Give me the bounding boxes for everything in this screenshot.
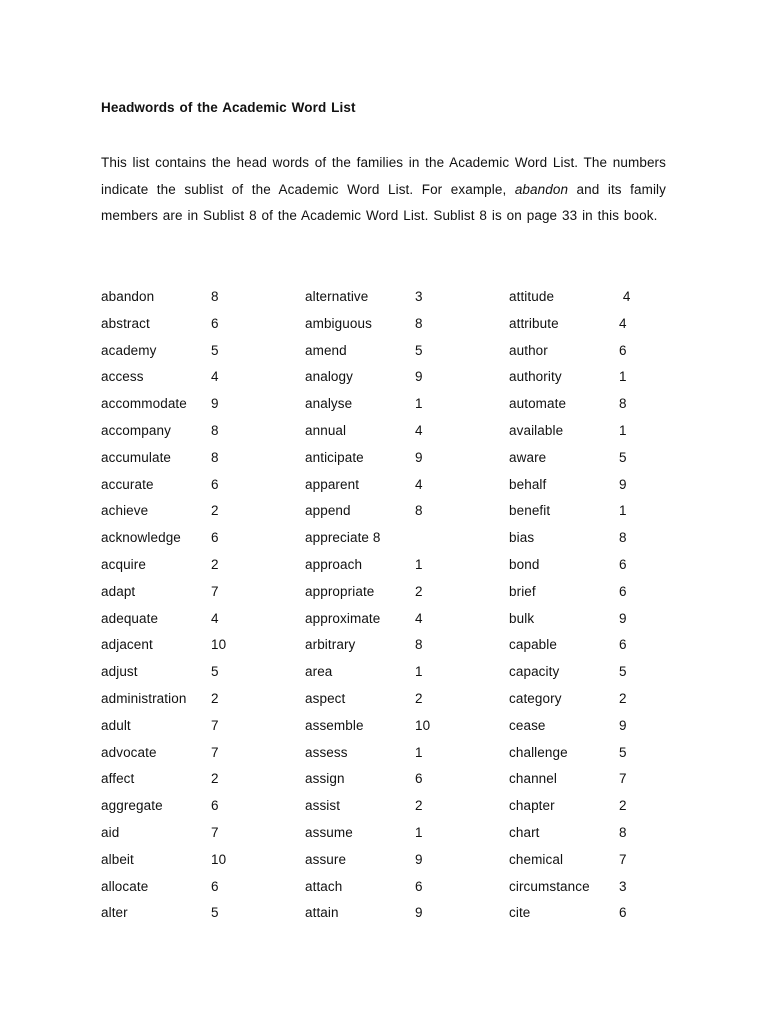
word-list-row [101, 498, 301, 525]
headword: alter [101, 905, 128, 921]
headword: capable [509, 637, 557, 653]
intro-text-end: and its family members are in Sublist 8 of the Academic Word List. Sublist 8 is on page 33 in this book. [101, 181, 666, 223]
sublist-number: 5 [415, 342, 423, 358]
headword: advocate [101, 744, 157, 760]
word-list-row [305, 338, 505, 365]
headword: arbitrary [305, 637, 356, 653]
sublist-number: 2 [415, 690, 423, 706]
headword: appreciate 8 [305, 530, 381, 546]
headword: anticipate [305, 449, 364, 465]
sublist-number: 1 [415, 664, 423, 680]
word-list-row [101, 418, 301, 445]
word-list-row [101, 579, 301, 606]
sublist-number: 6 [211, 315, 219, 331]
sublist-number: 2 [415, 798, 423, 814]
sublist-number: 6 [415, 771, 423, 787]
sublist-number: 1 [619, 422, 627, 438]
sublist-number: 8 [211, 289, 219, 304]
headword: adult [101, 717, 131, 733]
word-list-row [101, 740, 301, 767]
word-list-row [305, 472, 505, 499]
word-list-row [509, 311, 709, 338]
sublist-number: 6 [619, 583, 627, 599]
word-list-row [101, 632, 301, 659]
headword: adapt [101, 583, 136, 599]
headword: alternative [305, 289, 369, 304]
word-list-row [509, 659, 709, 686]
sublist-number: 6 [211, 476, 219, 492]
headword: area [305, 664, 333, 680]
headword: attach [305, 878, 343, 894]
headword: amend [305, 342, 347, 358]
word-list-row [509, 686, 709, 713]
sublist-number: 3 [619, 878, 627, 894]
word-list-row [305, 900, 505, 927]
headword: attain [305, 905, 339, 921]
word-list-row [101, 472, 301, 499]
headword: bias [509, 530, 535, 546]
headword: cease [509, 717, 546, 733]
word-list-row [509, 579, 709, 606]
sublist-number: 5 [211, 905, 219, 921]
sublist-number: 10 [415, 717, 431, 733]
headword: attitude [509, 289, 555, 304]
sublist-number: 8 [415, 637, 423, 653]
headword: annual [305, 422, 347, 438]
headword: abandon [101, 289, 155, 304]
word-list-row [101, 793, 301, 820]
headword: academy [101, 342, 157, 358]
sublist-number: 9 [415, 449, 423, 465]
sublist-number: 2 [211, 503, 219, 519]
headword: analyse [305, 396, 353, 412]
headword: category [509, 690, 562, 706]
headword: administration [101, 690, 187, 706]
word-list-row [305, 793, 505, 820]
word-list-row [101, 552, 301, 579]
word-list-row [101, 391, 301, 418]
word-list-row [305, 418, 505, 445]
sublist-number: 1 [415, 396, 423, 412]
headword: approximate [305, 610, 381, 626]
sublist-number: 9 [619, 476, 627, 492]
sublist-number: 6 [415, 878, 423, 894]
sublist-number: 1 [415, 824, 423, 840]
word-list-row [305, 552, 505, 579]
word-list-row [509, 632, 709, 659]
word-list-row [509, 900, 709, 927]
sublist-number: 6 [619, 556, 627, 572]
sublist-number: 9 [415, 369, 423, 385]
headword: bond [509, 556, 540, 572]
sublist-number: 7 [211, 824, 219, 840]
headword: circumstance [509, 878, 590, 894]
word-list-row [509, 713, 709, 740]
sublist-number: 4 [211, 610, 219, 626]
sublist-number: 5 [211, 664, 219, 680]
word-list-row [101, 766, 301, 793]
word-list-row [305, 606, 505, 633]
sublist-number: 7 [211, 744, 219, 760]
word-list-row [509, 552, 709, 579]
word-list-row [509, 338, 709, 365]
word-list-row [101, 874, 301, 901]
headword: brief [509, 583, 536, 599]
sublist-number: 1 [415, 556, 423, 572]
headword: chemical [509, 851, 564, 867]
sublist-number: 1 [619, 503, 627, 519]
word-column-1 [101, 284, 301, 927]
word-list-row [101, 847, 301, 874]
word-list-row [305, 579, 505, 606]
word-list-row [509, 391, 709, 418]
headword: authority [509, 369, 562, 385]
headword: appropriate [305, 583, 375, 599]
headword: achieve [101, 503, 149, 519]
sublist-number: 9 [619, 717, 627, 733]
headword: abstract [101, 315, 150, 331]
word-list-row [509, 793, 709, 820]
headword: channel [509, 771, 557, 787]
headword: author [509, 342, 548, 358]
word-list-row [509, 740, 709, 767]
sublist-number: 6 [211, 530, 219, 546]
sublist-number: 6 [211, 798, 219, 814]
word-list-row [509, 766, 709, 793]
word-list-row [305, 874, 505, 901]
word-list-row [305, 766, 505, 793]
headword: adjacent [101, 637, 153, 653]
sublist-number: 4 [415, 422, 423, 438]
word-list-row [101, 338, 301, 365]
headword: accompany [101, 422, 171, 438]
headword: bulk [509, 610, 535, 626]
sublist-number: 6 [211, 878, 219, 894]
headword: adequate [101, 610, 159, 626]
sublist-number: 8 [211, 422, 219, 438]
word-list-row [305, 284, 505, 311]
word-list-row [101, 659, 301, 686]
word-list-row [509, 284, 709, 311]
sublist-number: 4 [619, 289, 631, 304]
sublist-number: 10 [211, 637, 227, 653]
headword: affect [101, 771, 135, 787]
word-list-row [101, 445, 301, 472]
headword: automate [509, 396, 567, 412]
word-list-row [305, 847, 505, 874]
headword: attribute [509, 315, 559, 331]
headword: assemble [305, 717, 364, 733]
word-list-row [101, 364, 301, 391]
sublist-number: 2 [211, 690, 219, 706]
headword: analogy [305, 369, 353, 385]
headword: ambiguous [305, 315, 372, 331]
word-list-row [305, 686, 505, 713]
headword: aware [509, 449, 547, 465]
headword: apparent [305, 476, 360, 492]
headword: behalf [509, 476, 547, 492]
sublist-number: 5 [619, 664, 627, 680]
headword: access [101, 369, 144, 385]
word-list-row [509, 525, 709, 552]
word-list-row [305, 713, 505, 740]
headword: accommodate [101, 396, 187, 412]
word-list-row [305, 364, 505, 391]
word-list-row [101, 606, 301, 633]
sublist-number: 2 [619, 798, 627, 814]
sublist-number: 7 [619, 851, 627, 867]
intro-text-start: This list contains the head words of the families in the Academic Word List. The numbers indicate the sublist of the Academic Word List. For example, [101, 155, 666, 197]
word-list-row [509, 874, 709, 901]
word-column-2 [305, 284, 505, 927]
word-list-row [101, 686, 301, 713]
headword: assume [305, 824, 353, 840]
word-list-row [509, 472, 709, 499]
sublist-number: 6 [619, 342, 627, 358]
sublist-number: 5 [619, 449, 627, 465]
sublist-number: 2 [211, 556, 219, 572]
sublist-number: 1 [619, 369, 627, 385]
word-list-row [305, 391, 505, 418]
sublist-number: 4 [415, 610, 423, 626]
headword: allocate [101, 878, 149, 894]
word-list-row [305, 740, 505, 767]
sublist-number: 5 [211, 342, 219, 358]
sublist-number: 4 [619, 315, 627, 331]
word-list-row [101, 900, 301, 927]
sublist-number: 7 [211, 583, 219, 599]
word-list-row [305, 445, 505, 472]
headword: aid [101, 824, 120, 840]
sublist-number: 8 [619, 530, 627, 546]
headword: capacity [509, 664, 560, 680]
headword: assess [305, 744, 348, 760]
word-list-row [509, 445, 709, 472]
sublist-number: 9 [211, 396, 219, 412]
headword: aggregate [101, 798, 163, 814]
word-list-row [101, 713, 301, 740]
headword: chart [509, 824, 540, 840]
headword: accumulate [101, 449, 172, 465]
headword: assist [305, 798, 341, 814]
sublist-number: 8 [211, 449, 219, 465]
word-list-row [101, 525, 301, 552]
word-list-row [101, 820, 301, 847]
word-list-row [509, 418, 709, 445]
sublist-number: 1 [415, 744, 423, 760]
headword: available [509, 422, 564, 438]
sublist-number: 8 [619, 824, 627, 840]
headword: cite [509, 905, 531, 921]
sublist-number: 2 [415, 583, 423, 599]
word-list-row [509, 498, 709, 525]
word-list-row [305, 525, 505, 552]
word-list-row [305, 820, 505, 847]
sublist-number: 2 [619, 690, 627, 706]
headword: assure [305, 851, 347, 867]
sublist-number: 6 [619, 905, 627, 921]
sublist-number: 8 [619, 396, 627, 412]
headword: accurate [101, 476, 154, 492]
word-list-row [509, 364, 709, 391]
sublist-number: 2 [211, 771, 219, 787]
headword: acknowledge [101, 530, 181, 546]
headword: benefit [509, 503, 551, 519]
headword: aspect [305, 690, 346, 706]
sublist-number: 9 [415, 851, 423, 867]
word-list-row [509, 820, 709, 847]
word-list-row [101, 284, 301, 311]
sublist-number: 4 [211, 369, 219, 385]
intro-paragraph [101, 150, 666, 230]
word-list-row [305, 498, 505, 525]
sublist-number: 3 [415, 289, 423, 304]
word-list-row [509, 606, 709, 633]
headword: challenge [509, 744, 568, 760]
page-title: Headwords of the Academic Word List [101, 100, 356, 115]
word-list-row [101, 311, 301, 338]
sublist-number: 9 [415, 905, 423, 921]
headword: append [305, 503, 351, 519]
word-list-row [509, 847, 709, 874]
word-list-row [305, 659, 505, 686]
sublist-number: 4 [415, 476, 423, 492]
intro-example-word: abandon [514, 181, 569, 197]
headword: acquire [101, 556, 146, 572]
sublist-number: 10 [211, 851, 227, 867]
headword: chapter [509, 798, 555, 814]
sublist-number: 6 [619, 637, 627, 653]
headword: albeit [101, 851, 134, 867]
sublist-number: 7 [211, 717, 219, 733]
sublist-number: 8 [415, 315, 423, 331]
sublist-number: 5 [619, 744, 627, 760]
headword: approach [305, 556, 363, 572]
headword: assign [305, 771, 345, 787]
word-list-row [305, 311, 505, 338]
headword: adjust [101, 664, 138, 680]
word-column-3 [509, 284, 709, 927]
word-list-row [305, 632, 505, 659]
sublist-number: 8 [415, 503, 423, 519]
sublist-number: 7 [619, 771, 627, 787]
sublist-number: 9 [619, 610, 627, 626]
